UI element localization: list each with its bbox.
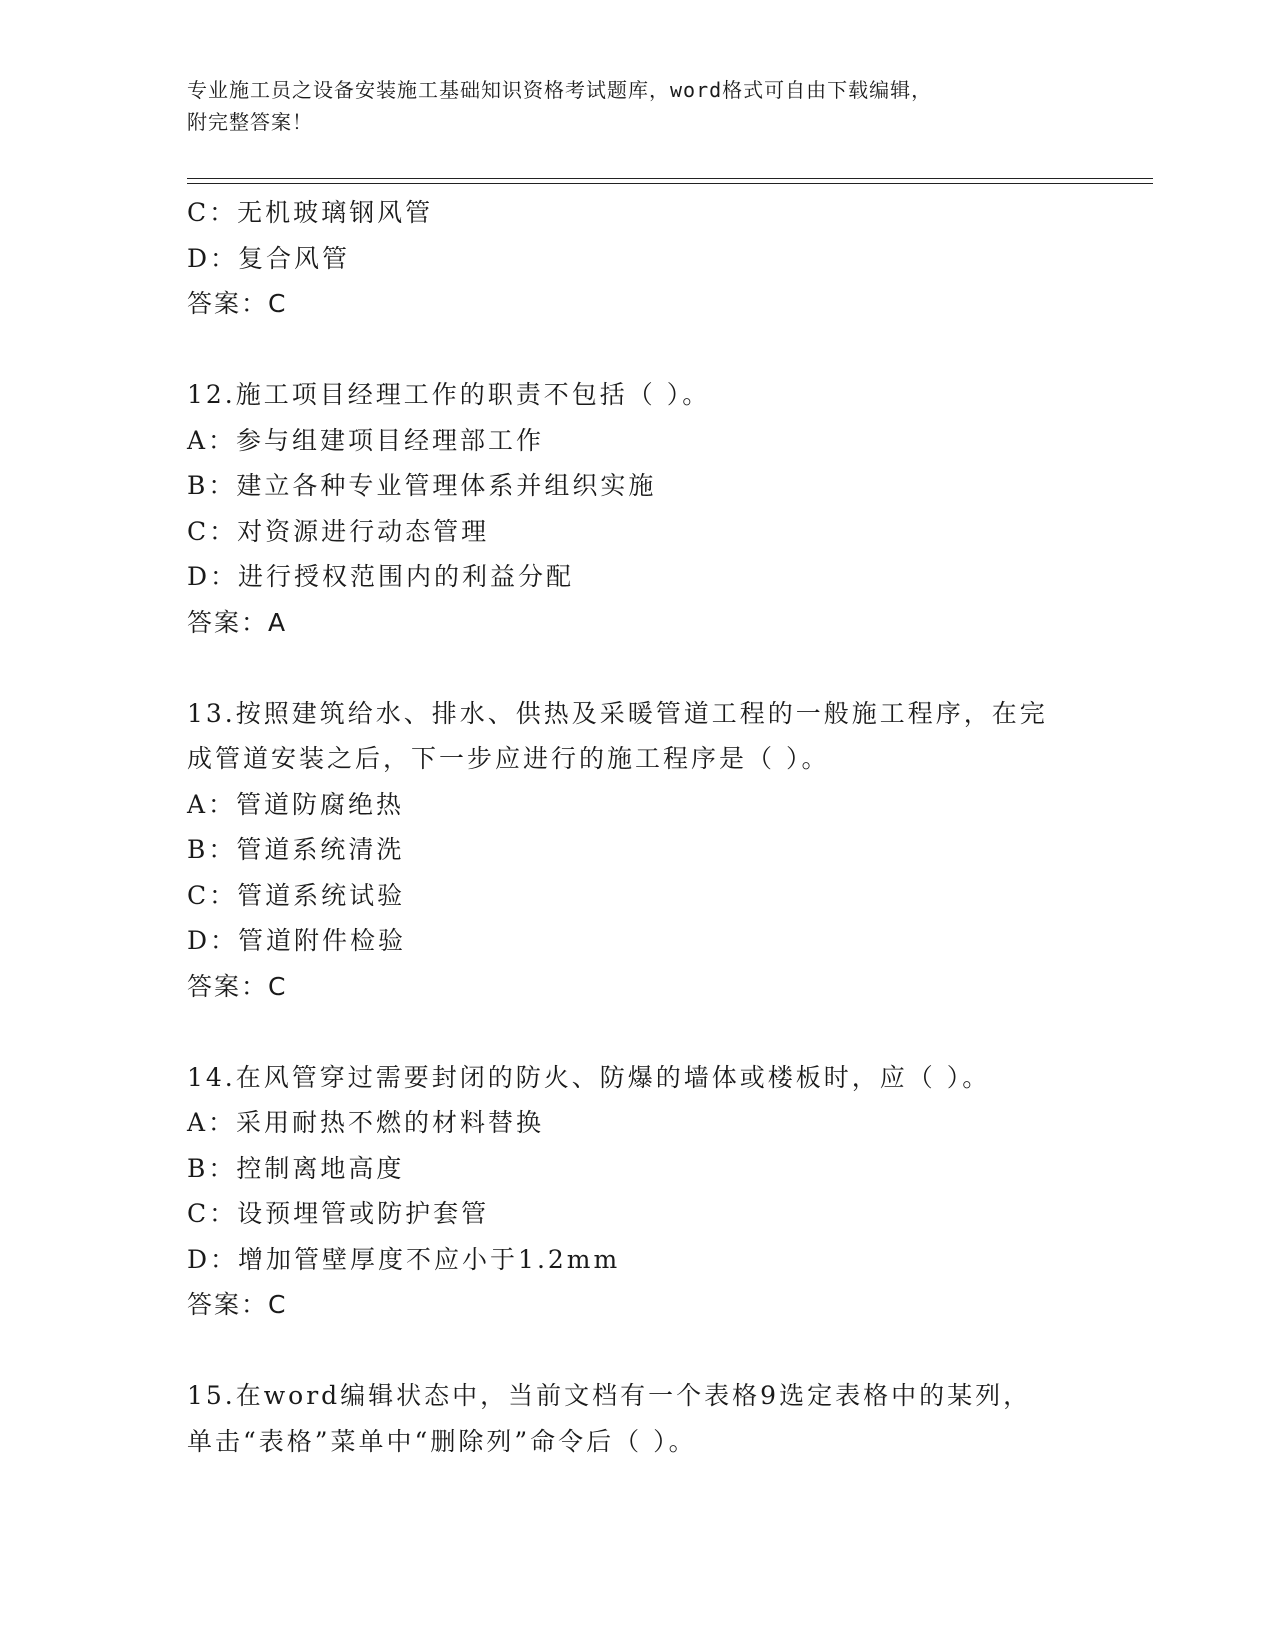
header-divider-top: [187, 178, 1153, 179]
option-line: D：复合风管: [187, 243, 351, 273]
header-line-2: 附完整答案！: [187, 110, 313, 134]
option-line: D：增加管壁厚度不应小于1.2mm: [187, 1244, 621, 1274]
option-line: D：进行授权范围内的利益分配: [187, 562, 575, 591]
option-line: B：管道系统清洗: [187, 835, 405, 864]
question-15: [187, 1373, 1153, 1464]
header-line-1: 专业施工员之设备安装施工基础知识资格考试题库，word格式可自由下载编辑，: [187, 78, 933, 102]
spacer: [187, 1328, 1153, 1374]
question-stem: 单击“表格”菜单中“删除列”命令后（ ）。: [187, 1426, 697, 1456]
question-stem: 12.施工项目经理工作的职责不包括（ ）。: [187, 380, 711, 409]
question-13: [187, 691, 1153, 1010]
option-line: C：管道系统试验: [187, 880, 406, 910]
question-stem: 15.在word编辑状态中，当前文档有一个表格9选定表格中的某列，: [187, 1381, 1032, 1410]
question-14: [187, 1055, 1153, 1328]
question-content: [187, 190, 1153, 1464]
answer-line: 答案：C: [187, 971, 288, 1001]
option-line: D：管道附件检验: [187, 926, 407, 955]
option-line: C：设预埋管或防护套管: [187, 1199, 490, 1228]
option-line: A：采用耐热不燃的材料替换: [187, 1108, 545, 1137]
spacer: [187, 645, 1153, 691]
question-stem: 成管道安装之后，下一步应进行的施工程序是（ ）。: [187, 744, 830, 773]
answer-line: 答案：C: [187, 289, 288, 318]
question-12: [187, 372, 1153, 645]
page-header: [187, 74, 1087, 138]
option-line: C：无机玻璃钢风管: [187, 198, 434, 227]
answer-line: 答案：A: [187, 607, 288, 637]
option-line: C：对资源进行动态管理: [187, 516, 490, 546]
option-line: B：控制离地高度: [187, 1153, 405, 1183]
option-line: A：管道防腐绝热: [187, 789, 405, 819]
question-stem: 14.在风管穿过需要封闭的防火、防爆的墙体或楼板时，应（ ）。: [187, 1062, 991, 1092]
spacer: [187, 1009, 1153, 1055]
spacer: [187, 327, 1153, 373]
option-line: A：参与组建项目经理部工作: [187, 425, 545, 455]
header-divider-bottom: [187, 183, 1153, 184]
option-line: B：建立各种专业管理体系并组织实施: [187, 471, 657, 500]
answer-line: 答案：C: [187, 1290, 288, 1319]
question-stem: 13.按照建筑给水、排水、供热及采暖管道工程的一般施工程序，在完: [187, 698, 1048, 728]
carryover-block: [187, 190, 1153, 327]
